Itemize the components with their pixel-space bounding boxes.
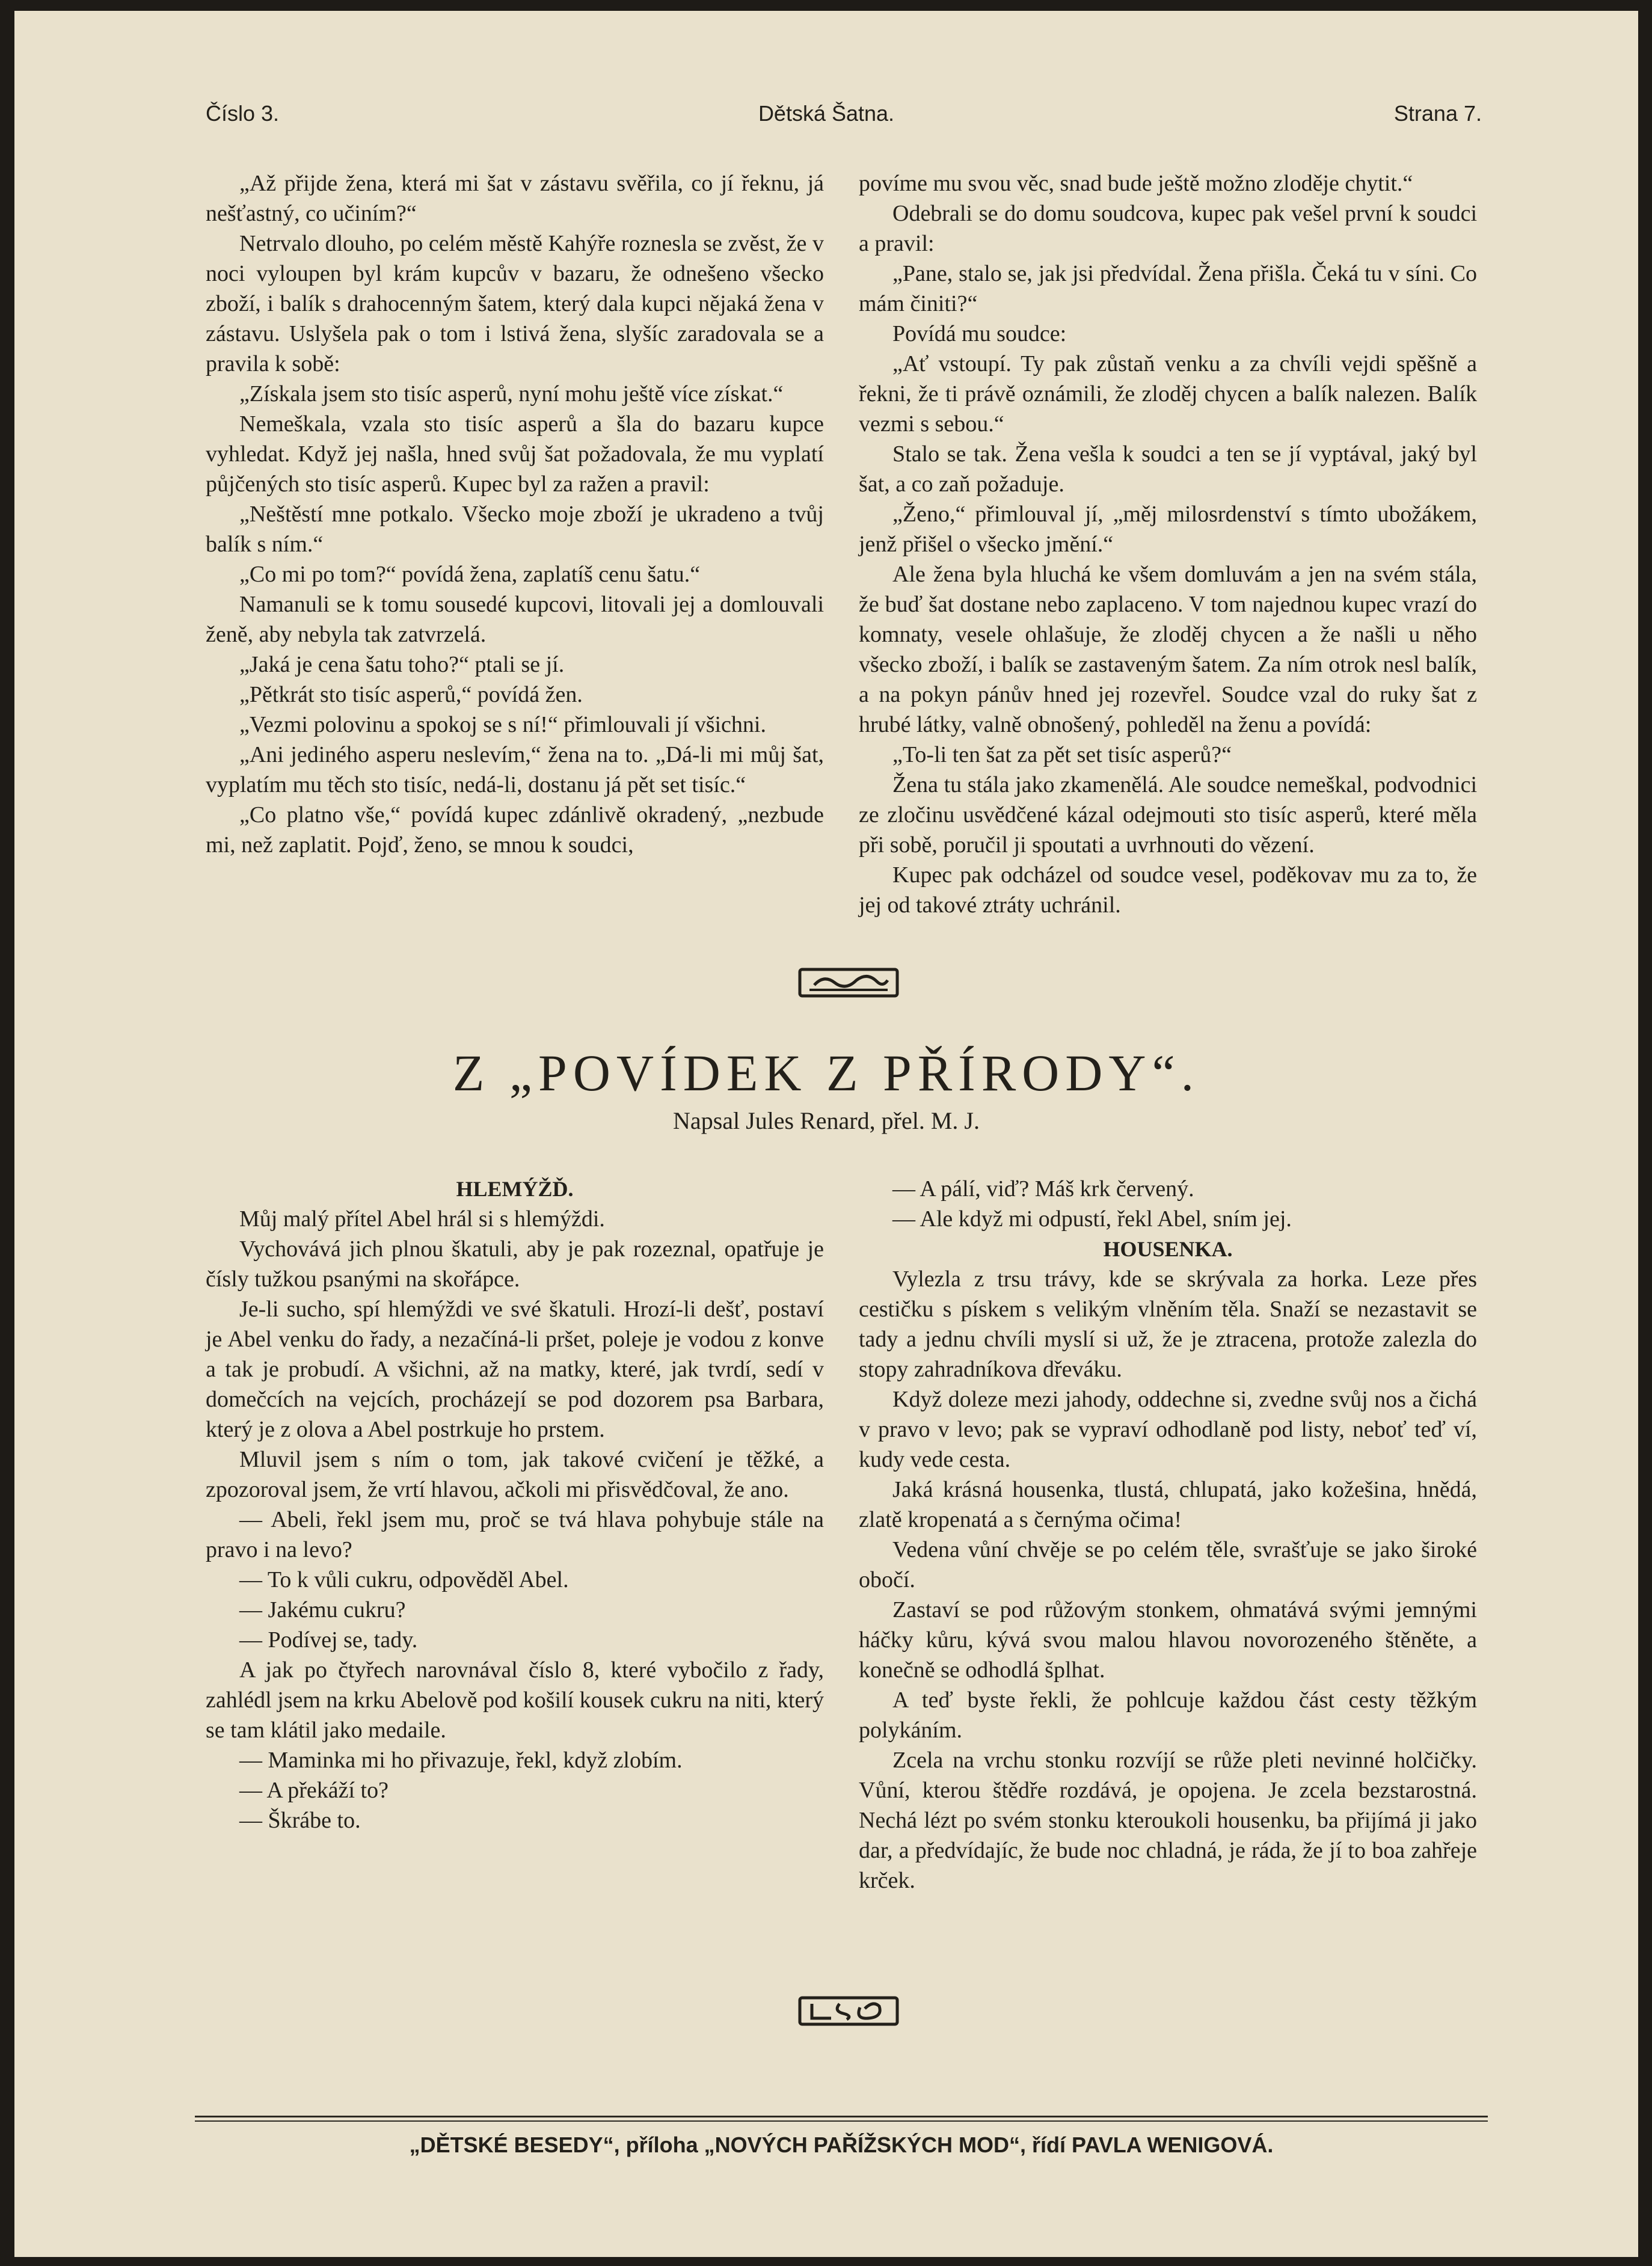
paragraph: Netrvalo dlouho, po celém městě Kahýře roznesla se zvěst, že v noci vyloupen byl krám kupcův v bazaru, že odnešeno všecko zboží, i balík s drahocenným šatem, který dala kupci nějaká žena v zástavu. Uslyšela pak o tom i lstivá žena, slyšíc zaradovala se a pravila k sobě: — [206, 231, 824, 376]
story-column-right — [859, 168, 1477, 920]
housenka-column — [859, 1174, 1477, 1896]
paragraph: Vychovává jich plnou škatuli, aby je pak rozeznal, opatřuje je čísly tužkou psanými na skořápce. — [206, 1236, 824, 1292]
paragraph: A jak po čtyřech narovnával číslo 8, které vybočilo z řady, zahlédl jsem na krku Abelově pod košilí kousek cukru na niti, který se tam klátil jako medaile. — [206, 1657, 824, 1743]
paragraph: Jaká krásná housenka, tlustá, chlupatá, jako kožešina, hnědá, zlatě kropenatá a s černýma očima! — [859, 1477, 1477, 1532]
ornament-divider-icon — [797, 967, 900, 998]
magazine-page — [14, 11, 1638, 2257]
issue-number: Číslo 3. — [206, 101, 280, 126]
paragraph: Žena tu stála jako zkamenělá. Ale soudce nemeškal, podvodnici ze zločinu usvědčené kázal odejmouti sto tisíc asperů, které měla při sobě, poručil ji spoutati a uvrhnouti do vězení. — [859, 772, 1477, 858]
page-number: Strana 7. — [1393, 101, 1482, 126]
paragraph: „Ani jediného asperu neslevím,“ žena na to. „Dá-li mi můj šat, vyplatím mu těch sto tisíc, nedá-li, dostanu já pět set tisíc.“ — [206, 742, 824, 797]
paragraph: Povídá mu soudce: — [892, 321, 1067, 346]
paragraph: — Ale když mi odpustí, řekl Abel, sním jej. — [892, 1206, 1292, 1232]
paragraph: Nemeškala, vzala sto tisíc asperů a šla do bazaru kupce vyhledat. Když jej našla, hned svůj šat požadovala, že mu vyplatí půjčených sto tisíc asperů. Kupec byl za ražen a pravil: — [206, 411, 824, 497]
paragraph: — A pálí, viď? Máš krk červený. — [892, 1176, 1194, 1202]
paragraph: „Co mi po tom?“ povídá žena, zaplatíš cenu šatu.“ — [239, 562, 701, 587]
paragraph: Zastaví se pod růžovým stonkem, ohmatává svými jemnými háčky kůru, kývá svou malou hlavou novorozeného štěněte, a konečně se odhodlá šplhat. — [859, 1597, 1477, 1683]
paragraph: — Abeli, řekl jsem mu, proč se tvá hlava pohybuje stále na pravo i na levo? — [206, 1507, 824, 1562]
feature-byline: Napsal Jules Renard, přel. M. J. — [673, 1107, 980, 1134]
paragraph: „Ať vstoupí. Ty pak zůstaň venku a za chvíli vejdi spěšně a řekni, že ti právě oznámili, že zloděj chycen a balík nalezen. Balík vezmi s sebou.“ — [859, 351, 1477, 437]
paragraph: — Jakému cukru? — [239, 1597, 406, 1623]
paragraph: „Získala jsem sto tisíc asperů, nyní mohu ještě více získat.“ — [239, 381, 784, 407]
paragraph: „Ženo,“ přimlouval jí, „měj milosrdenství s tímto ubožákem, jenž přišel o všecko jmění.“ — [859, 502, 1477, 557]
paragraph: Namanuli se k tomu sousedé kupcovi, litovali jej a domlouvali ženě, aby nebyla tak zatvrzelá. — [206, 592, 824, 647]
paragraph: Zcela na vrchu stonku rozvíjí se růže pleti nevinné holčičky. Vůní, kterou štědře rozdává, je opojena. Je zcela bezstarostná. Nechá lézt po svém stonku kteroukoli housenku, ba přijímá ji jako dar, a předvídajíc, že bude noc chladná, je ráda, že jí to boa zahřeje krček. — [859, 1748, 1477, 1893]
feature-title: Z „POVÍDEK Z PŘÍRODY“. — [452, 1044, 1200, 1102]
hlemyzd-column — [206, 1174, 824, 1835]
paragraph: Ale žena byla hluchá ke všem domluvám a jen na svém stála, že buď šat dostane nebo zaplaceno. V tom najednou kupec vrazí do komnaty, vesele ohlašuje, že zloděj chycen a že našli u něho všecko zboží, i balík se zastaveným šatem. Za ním otrok nesl balík, a na pokyn pánův hned jej rozevřel. Soudce vzal do ruky šat z hrubé látky, valně obnošený, pohleděl na ženu a povídá: — [859, 562, 1477, 737]
paragraph: — A překáží to? — [239, 1778, 388, 1803]
paragraph: „Pětkrát sto tisíc asperů,“ povídá žen. — [239, 682, 583, 707]
running-title: Dětská Šatna. — [758, 101, 895, 126]
paragraph: Kupec pak odcházel od soudce vesel, poděkovav mu za to, že jej od takové ztráty uchránil. — [859, 862, 1477, 918]
paragraph: „Co platno vše,“ povídá kupec zdánlivě okradený, „nezbude mi, než zaplatit. Pojď, ženo, se mnou k soudci, — [206, 802, 824, 858]
paragraph: povíme mu svou věc, snad bude ještě možno zloděje chytit.“ — [859, 171, 1413, 196]
paragraph: Odebrali se do domu soudcova, kupec pak vešel první k soudci a pravil: — [859, 201, 1477, 256]
section-heading-hlemyzd: HLEMÝŽĎ. — [456, 1177, 574, 1201]
paragraph: — Škrábe to. — [239, 1808, 361, 1833]
paragraph: Je-li sucho, spí hlemýždi ve své škatuli. Hrozí-li dešť, postaví je Abel venku do řady, a nezačíná-li pršet, poleje je vodou z konve a tak je probudí. A všichni, až na matky, které, jak tvrdí, sedí v domečcích na vejcích, procházejí se pod dozorem psa Barbara, který je z olova a Abel postrkuje ho prstem. — [206, 1297, 824, 1442]
paragraph: „Pane, stalo se, jak jsi předvídal. Žena přišla. Čeká tu v síni. Co mám činiti?“ — [859, 261, 1477, 316]
footer-credit: „DĚTSKÉ BESEDY“, příloha „NOVÝCH PAŘÍŽSKÝCH MOD“, řídí PAVLA WENIGOVÁ. — [409, 2132, 1274, 2157]
paragraph: — To k vůli cukru, odpověděl Abel. — [239, 1567, 569, 1592]
paragraph: Mluvil jsem s ním o tom, jak takové cvičení je těžké, a zpozoroval jsem, že vrtí hlavou, ačkoli mi přisvědčoval, že ano. — [206, 1447, 824, 1502]
paragraph: — Podívej se, tady. — [239, 1627, 418, 1653]
paragraph: „Jaká je cena šatu toho?“ ptali se jí. — [239, 652, 565, 677]
ornament-divider-icon — [797, 1995, 900, 2027]
paragraph: Vedena vůní chvěje se po celém těle, svrašťuje se jako široké obočí. — [859, 1537, 1477, 1592]
story-column-left — [206, 168, 824, 860]
footer-rule — [195, 2116, 1488, 2117]
paragraph: „Vezmi polovinu a spokoj se s ní!“ přimlouvali jí všichni. — [239, 712, 766, 737]
paragraph: Stalo se tak. Žena vešla k soudci a ten se jí vyptával, jaký byl šat, a co zaň požaduje. — [859, 441, 1477, 497]
paragraph: A teď byste řekli, že pohlcuje každou část cesty těžkým polykáním. — [859, 1687, 1477, 1743]
paragraph: Můj malý přítel Abel hrál si s hlemýždi. — [239, 1206, 605, 1232]
paragraph: Když doleze mezi jahody, oddechne si, zvedne svůj nos a čichá v pravo v levo; pak se vypraví odhodlaně pod listy, neboť teď ví, kudy vede cesta. — [859, 1387, 1477, 1472]
paragraph: „To-li ten šat za pět set tisíc asperů?“ — [892, 742, 1232, 767]
paragraph: — Maminka mi ho přivazuje, řekl, když zlobím. — [239, 1748, 683, 1773]
paragraph: „Neštěstí mne potkalo. Všecko moje zboží je ukradeno a tvůj balík s ním.“ — [206, 502, 824, 557]
section-heading-housenka: HOUSENKA. — [1103, 1237, 1233, 1261]
paragraph: Vylezla z trsu trávy, kde se skrývala za horka. Leze přes cestičku s pískem s velikým vlněním těla. Snaží se nezastavit se tady a jednu chvíli myslí si už, že je ztracena, protože zalezla do stopy zahradníkova dřeváku. — [859, 1267, 1477, 1382]
paragraph: „Až přijde žena, která mi šat v zástavu svěřila, co jí řeknu, já nešťastný, co učiním?“ — [206, 171, 824, 226]
footer-rule — [195, 2120, 1488, 2122]
